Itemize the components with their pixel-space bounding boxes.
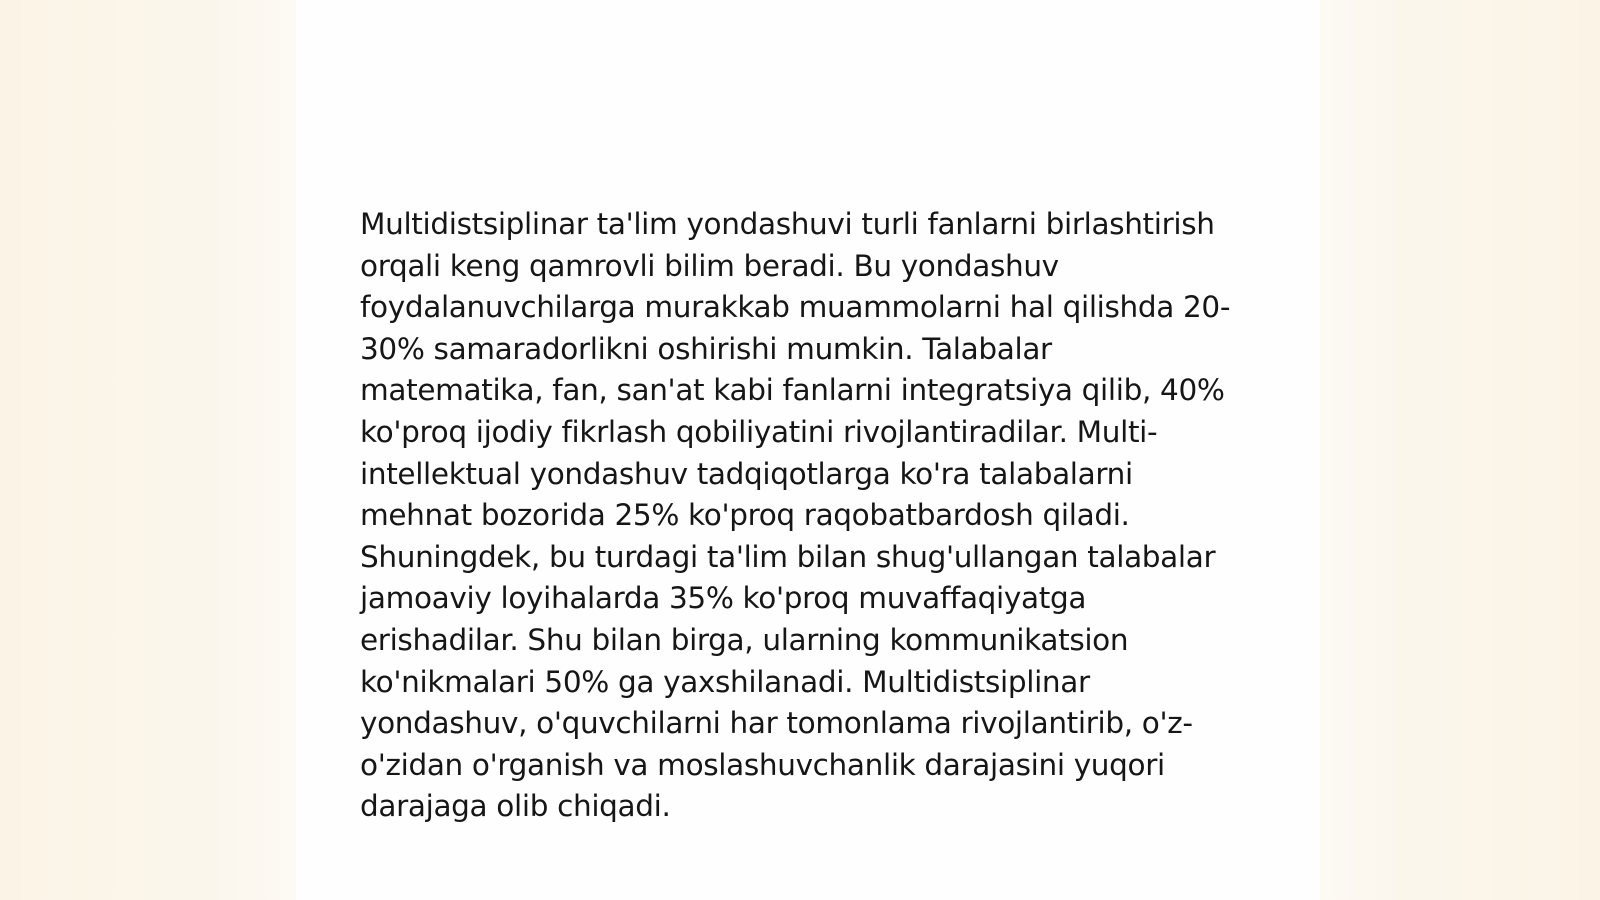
document-page [296, 0, 1320, 900]
left-margin [0, 0, 296, 900]
right-margin [1320, 0, 1600, 900]
body-paragraph: Multidistsiplinar ta'lim yondashuvi turli fanlarni birlashtirish orqali keng qamrovli bilim beradi. Bu yondashuv foydalanuvchilarga murakkab muammolarni hal qilishda 20-30% samaradorlikni oshirishi mumkin. Talabalar matematika, fan, san'at kabi fanlarni integratsiya qilib, 40% ko'proq ijodiy fikrlash qobiliyatini rivojlantiradilar. Multi-intellektual yondashuv tadqiqotlarga ko'ra talabalarni mehnat bozorida 25% ko'proq raqobatbardosh qiladi. Shuningdek, bu turdagi ta'lim bilan shug'ullangan talabalar jamoaviy loyihalarda 35% ko'proq muvaffaqiyatga erishadilar. Shu bilan birga, ularning kommunikatsion ko'nikmalari 50% ga yaxshilanadi. Multidistsiplinar yondashuv, o'quvchilarni har tomonlama rivojlantirib, o'z-o'zidan o'rganish va moslashuvchanlik darajasini yuqori darajaga olib chiqadi. [360, 207, 1231, 824]
